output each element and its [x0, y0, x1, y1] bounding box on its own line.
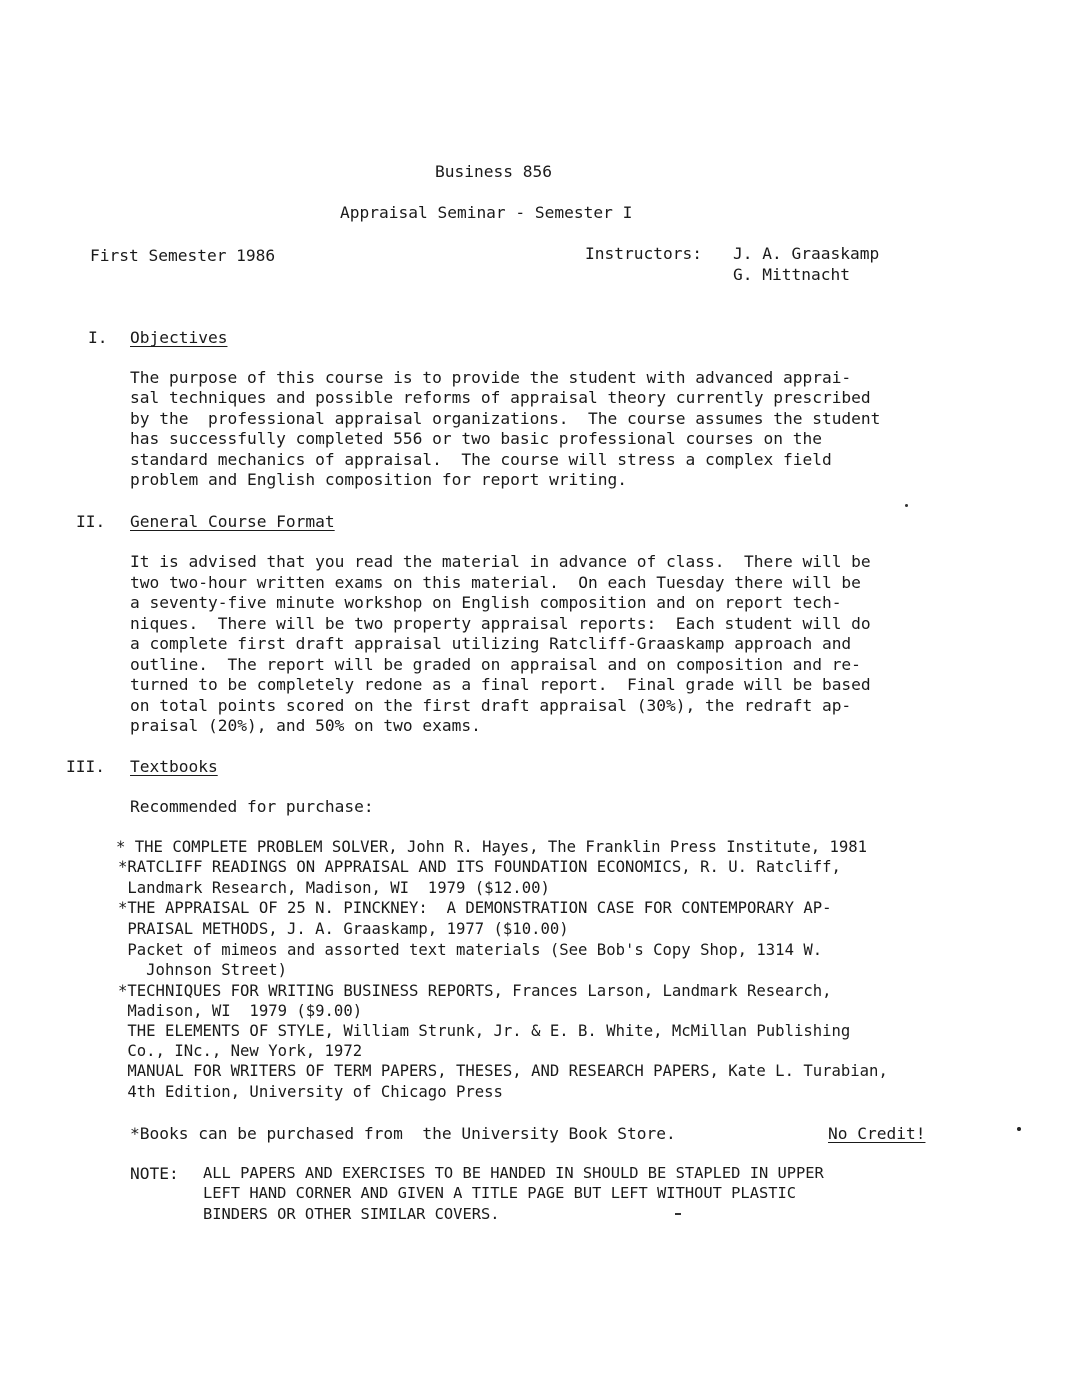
paragraph-line: sal techniques and possible reforms of appraisal theory currently prescribed — [130, 388, 871, 407]
list-item: THE ELEMENTS OF STYLE, William Strunk, Jr. & E. B. White, McMillan Publishing — [118, 1022, 851, 1040]
paragraph-line: two two-hour written exams on this material. On each Tuesday there will be — [130, 573, 861, 592]
paragraph-line: The purpose of this course is to provide the student with advanced apprai- — [130, 368, 852, 387]
note-line: ALL PAPERS AND EXERCISES TO BE HANDED IN SHOULD BE STAPLED IN UPPER — [203, 1164, 824, 1182]
instructor-name: J. A. Graaskamp — [733, 244, 880, 263]
paragraph-line: praisal (20%), and 50% on two exams. — [130, 716, 481, 735]
note-line: BINDERS OR OTHER SIMILAR COVERS. — [203, 1205, 500, 1223]
list-item: Co., INc., New York, 1972 — [118, 1042, 363, 1060]
section-heading: Textbooks — [130, 757, 218, 776]
list-item: MANUAL FOR WRITERS OF TERM PAPERS, THESES, AND RESEARCH PAPERS, Kate L. Turabian, — [118, 1062, 888, 1080]
section-number: I. — [88, 328, 108, 347]
section-number: III. — [66, 757, 105, 776]
paragraph-line: has successfully completed 556 or two basic professional courses on the — [130, 429, 822, 448]
paragraph-line: niques. There will be two property appraisal reports: Each student will do — [130, 614, 871, 633]
list-item: Johnson Street) — [118, 961, 287, 979]
paragraph-line: turned to be completely redone as a final report. Final grade will be based — [130, 675, 871, 694]
paragraph-line: a seventy-five minute workshop on English composition and on report tech- — [130, 593, 842, 612]
list-item: *TECHNIQUES FOR WRITING BUSINESS REPORTS, Frances Larson, Landmark Research, — [118, 982, 832, 1000]
paragraph-line: outline. The report will be graded on appraisal and on composition and re- — [130, 655, 861, 674]
paragraph-line: a complete first draft appraisal utilizing Ratcliff-Graaskamp approach and — [130, 634, 852, 653]
note-label: NOTE: — [130, 1164, 179, 1183]
semester-label: First Semester 1986 — [90, 246, 276, 265]
books-purchase-note: *Books can be purchased from the University Book Store. — [130, 1124, 676, 1143]
list-item: Madison, WI 1979 ($9.00) — [118, 1002, 363, 1020]
paragraph-line: standard mechanics of appraisal. The course will stress a complex field — [130, 450, 832, 469]
section-heading: Objectives — [130, 328, 228, 347]
scan-speck — [1017, 1127, 1021, 1131]
course-title: Business 856 — [435, 162, 552, 181]
paragraph-line: on total points scored on the first draft appraisal (30%), the redraft ap- — [130, 696, 852, 715]
note-line: LEFT HAND CORNER AND GIVEN A TITLE PAGE BUT LEFT WITHOUT PLASTIC — [203, 1184, 797, 1202]
list-item: *THE APPRAISAL OF 25 N. PINCKNEY: A DEMONSTRATION CASE FOR CONTEMPORARY AP- — [118, 899, 832, 917]
list-item: * THE COMPLETE PROBLEM SOLVER, John R. Hayes, The Franklin Press Institute, 1981 — [116, 838, 868, 856]
list-item: Landmark Research, Madison, WI 1979 ($12.00) — [118, 879, 550, 897]
paragraph-line: It is advised that you read the material in advance of class. There will be — [130, 552, 871, 571]
paragraph-line: problem and English composition for report writing. — [130, 470, 628, 489]
list-item: 4th Edition, University of Chicago Press — [118, 1083, 503, 1101]
no-credit-note: No Credit! — [828, 1124, 926, 1143]
course-subtitle: Appraisal Seminar - Semester I — [340, 203, 633, 222]
list-item: Packet of mimeos and assorted text materials (See Bob's Copy Shop, 1314 W. — [118, 941, 823, 959]
instructor-name: G. Mittnacht — [733, 265, 850, 284]
section-heading: General Course Format — [130, 512, 335, 531]
scan-speck — [905, 504, 908, 507]
scan-speck — [675, 1213, 681, 1215]
section-number: II. — [76, 512, 106, 531]
recommended-label: Recommended for purchase: — [130, 797, 374, 816]
paragraph-line: by the professional appraisal organizations. The course assumes the student — [130, 409, 881, 428]
instructors-label: Instructors: — [585, 244, 702, 263]
list-item: PRAISAL METHODS, J. A. Graaskamp, 1977 ($10.00) — [118, 920, 569, 938]
list-item: *RATCLIFF READINGS ON APPRAISAL AND ITS FOUNDATION ECONOMICS, R. U. Ratcliff, — [118, 858, 841, 876]
